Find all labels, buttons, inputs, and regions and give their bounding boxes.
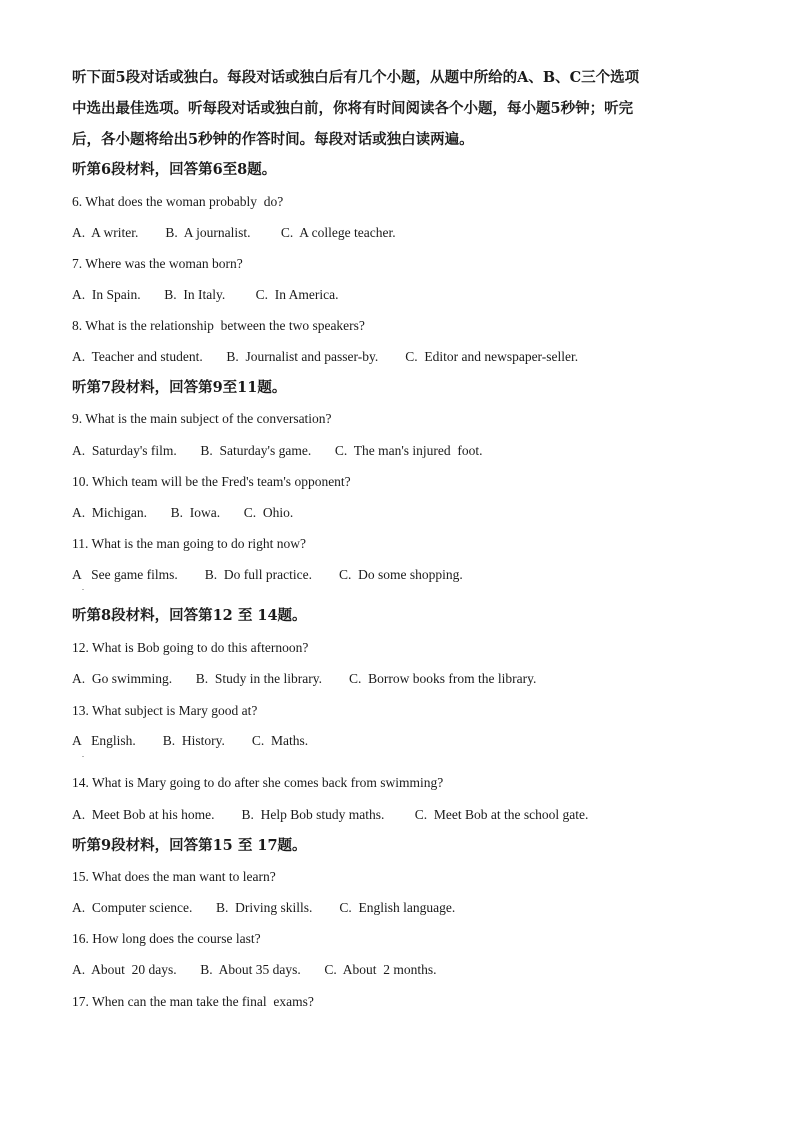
section-heading-7: 听第7段材料，回答第9至11题。	[72, 379, 287, 396]
intro-line-1: 听下面5段对话或独白。每段对话或独白后有几个小题，从题中所给的A、B、C三个选项	[72, 69, 640, 86]
options-9: A. Saturday's film. B. Saturday's game. C. The man's injured foot.	[72, 443, 483, 458]
question-7: 7. Where was the woman born?	[72, 256, 243, 271]
question-16: 16. How long does the course last?	[72, 931, 261, 946]
question-14: 14. What is Mary going to do after she comes back from swimming?	[72, 775, 444, 790]
options-7: A. In Spain. B. In Italy. C. In America.	[72, 287, 339, 302]
intro-line-3: 后，各小题将给出5秒钟的作答时间。每段对话或独白读两遍。	[72, 131, 474, 148]
question-6: 6. What does the woman probably do?	[72, 194, 284, 209]
question-9: 9. What is the main subject of the conversation?	[72, 411, 332, 426]
question-8: 8. What is the relationship between the two speakers?	[72, 318, 365, 333]
stray-mark: .	[82, 750, 84, 759]
options-13: A English. B. History. C. Maths.	[72, 733, 309, 748]
options-12: A. Go swimming. B. Study in the library. C. Borrow books from the library.	[72, 671, 537, 686]
options-10: A. Michigan. B. Iowa. C. Ohio.	[72, 505, 294, 520]
stray-mark: .	[82, 583, 84, 592]
question-15: 15. What does the man want to learn?	[72, 869, 276, 884]
question-10: 10. Which team will be the Fred's team's opponent?	[72, 474, 351, 489]
options-16: A. About 20 days. B. About 35 days. C. About 2 months.	[72, 962, 437, 977]
question-11: 11. What is the man going to do right now?	[72, 536, 306, 551]
section-heading-9: 听第9段材料，回答第15 至 17题。	[72, 837, 307, 854]
question-13: 13. What subject is Mary good at?	[72, 703, 258, 718]
options-6: A. A writer. B. A journalist. C. A college teacher.	[72, 225, 396, 240]
section-heading-8: 听第8段材料，回答第12 至 14题。	[72, 607, 307, 624]
options-11: A See game films. B. Do full practice. C. Do some shopping.	[72, 567, 463, 582]
question-12: 12. What is Bob going to do this afternoon?	[72, 640, 309, 655]
question-17: 17. When can the man take the final exams?	[72, 994, 314, 1009]
options-14: A. Meet Bob at his home. B. Help Bob study maths. C. Meet Bob at the school gate.	[72, 807, 589, 822]
options-15: A. Computer science. B. Driving skills. C. English language.	[72, 900, 456, 915]
options-8: A. Teacher and student. B. Journalist and passer-by. C. Editor and newspaper-seller.	[72, 349, 579, 364]
intro-line-2: 中选出最佳选项。听每段对话或独白前，你将有时间阅读各个小题，每小题5秒钟；听完	[72, 100, 634, 117]
section-heading-6: 听第6段材料，回答第6至8题。	[72, 161, 277, 178]
